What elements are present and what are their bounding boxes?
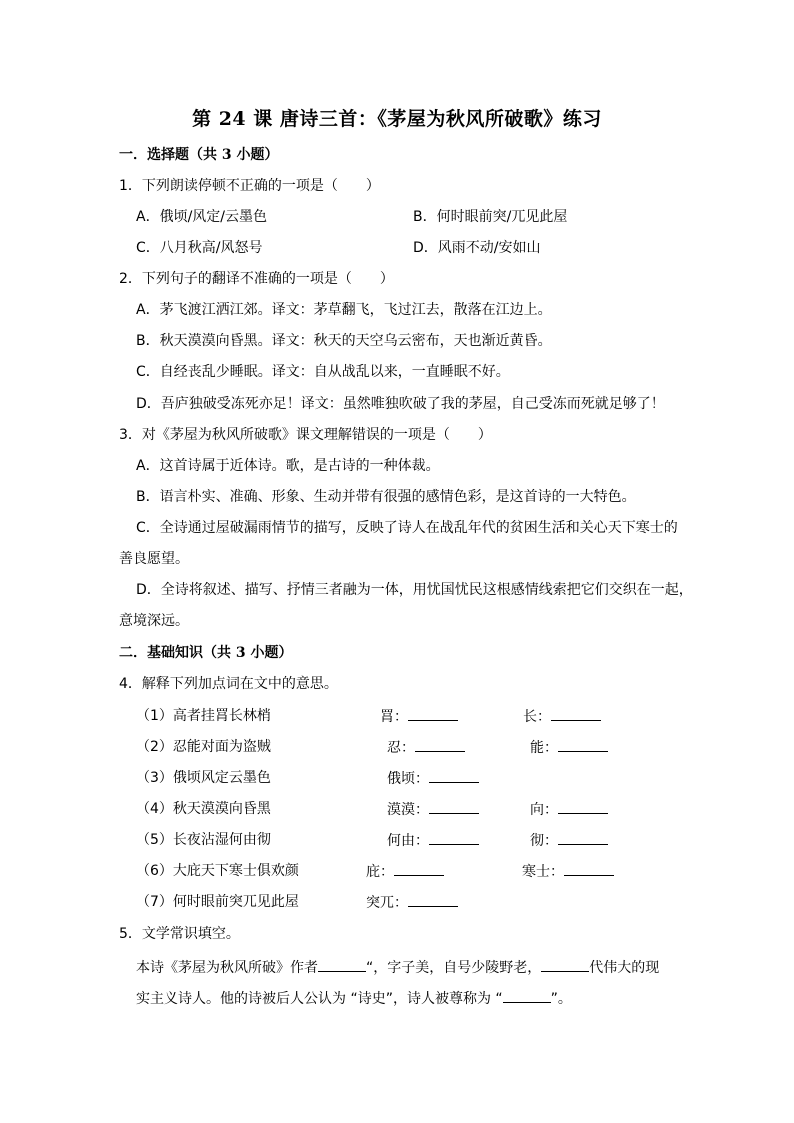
question-2-stem: 2．下列句子的翻译不准确的一项是（ ） (119, 271, 394, 287)
q4-item-1-word2: 长： (523, 706, 601, 727)
q1-option-d: D．风雨不动/安如山 (413, 240, 541, 256)
answer-blank[interactable] (558, 737, 608, 752)
dynasty-blank[interactable] (541, 957, 589, 972)
section-heading-basics: 二．基础知识（共 3 小题） (119, 645, 293, 661)
q3-option-c-line2: 善良愿望。 (119, 551, 189, 567)
q4-item-2-word2: 能： (530, 737, 608, 758)
q5-line-1: 本诗《茅屋为秋风所破》作者 “，字子美，自号少陵野老， 代伟大的现 (136, 957, 659, 978)
answer-blank[interactable] (408, 706, 458, 721)
question-1-stem: 1．下列朗读停顿不正确的一项是（ ） (119, 178, 380, 194)
q1-option-c: C．八月秋高/风怒号 (136, 240, 263, 256)
q4-item-6-word2: 寒士： (522, 861, 614, 882)
answer-blank[interactable] (408, 892, 458, 907)
q1-option-b: B．何时眼前突/兀见此屋 (413, 209, 568, 225)
honorific-blank[interactable] (503, 988, 551, 1003)
question-5-stem: 5．文学常识填空。 (119, 926, 240, 942)
q3-option-d-line1: D．全诗将叙述、描写、抒情三者融为一体，用忧国忧民这根感情线索把它们交织在一起， (136, 582, 693, 598)
q2-option-b: B．秋天漠漠向昏黑。译文：秋天的天空乌云密布，天也渐近黄昏。 (136, 333, 552, 349)
question-3-stem: 3．对《茅屋为秋风所破歌》课文理解错误的一项是（ ） (119, 427, 492, 443)
answer-blank[interactable] (394, 861, 444, 876)
q4-item-2-word1: 忍： (387, 737, 465, 758)
answer-blank[interactable] (429, 768, 479, 783)
q1-option-a: A．俄顷/风定/云墨色 (136, 209, 268, 225)
q2-option-d: D．吾庐独破受冻死亦足！译文：虽然唯独吹破了我的茅屋，自己受冻而死就足够了！ (136, 396, 665, 412)
answer-blank[interactable] (429, 830, 479, 845)
q4-item-5-word2: 彻： (530, 830, 608, 851)
q4-item-1: （1）高者挂罥长林梢 (136, 708, 271, 724)
q2-option-c: C．自经丧乱少睡眠。译文：自从战乱以来，一直睡眠不好。 (136, 364, 510, 380)
q4-item-6-word1: 庇： (366, 861, 444, 882)
answer-blank[interactable] (558, 830, 608, 845)
q4-item-7-word1: 突兀： (366, 892, 458, 913)
q4-item-4-word1: 漠漠： (387, 799, 479, 820)
page-title: 第 24 课 唐诗三首：《茅屋为秋风所破歌》练习 (192, 108, 602, 130)
q3-option-a: A．这首诗属于近体诗。歌，是古诗的一种体裁。 (136, 458, 440, 474)
q4-item-3: （3）俄顷风定云墨色 (136, 770, 271, 786)
answer-blank[interactable] (558, 799, 608, 814)
q4-item-5: （5）长夜沾湿何由彻 (136, 832, 271, 848)
q4-item-7: （7）何时眼前突兀见此屋 (136, 894, 299, 910)
q2-option-a: A．茅飞渡江洒江郊。译文：茅草翻飞，飞过江去，散落在江边上。 (136, 302, 552, 318)
q5-line-2: 实主义诗人。他的诗被后人公认为 “诗史”，诗人被尊称为 “ ”。 (136, 988, 572, 1009)
q3-option-c-line1: C．全诗通过屋破漏雨情节的描写，反映了诗人在战乱年代的贫困生活和关心天下寒士的 (136, 520, 678, 536)
author-blank[interactable] (318, 957, 366, 972)
question-4-stem: 4．解释下列加点词在文中的意思。 (119, 676, 338, 692)
answer-blank[interactable] (551, 706, 601, 721)
q4-item-1-word1: 罥： (380, 706, 458, 727)
q3-option-b: B．语言朴实、准确、形象、生动并带有很强的感情色彩，是这首诗的一大特色。 (136, 489, 636, 505)
q4-item-2: （2）忍能对面为盗贼 (136, 739, 271, 755)
q4-item-3-word1: 俄顷： (387, 768, 479, 789)
answer-blank[interactable] (429, 799, 479, 814)
q3-option-d-line2: 意境深远。 (119, 613, 189, 629)
q4-item-5-word1: 何由： (387, 830, 479, 851)
q4-item-4: （4）秋天漠漠向昏黑 (136, 801, 271, 817)
q4-item-4-word2: 向： (530, 799, 608, 820)
section-heading-choice: 一．选择题（共 3 小题） (119, 147, 279, 163)
answer-blank[interactable] (415, 737, 465, 752)
q4-item-6: （6）大庇天下寒士俱欢颜 (136, 863, 299, 879)
answer-blank[interactable] (564, 861, 614, 876)
